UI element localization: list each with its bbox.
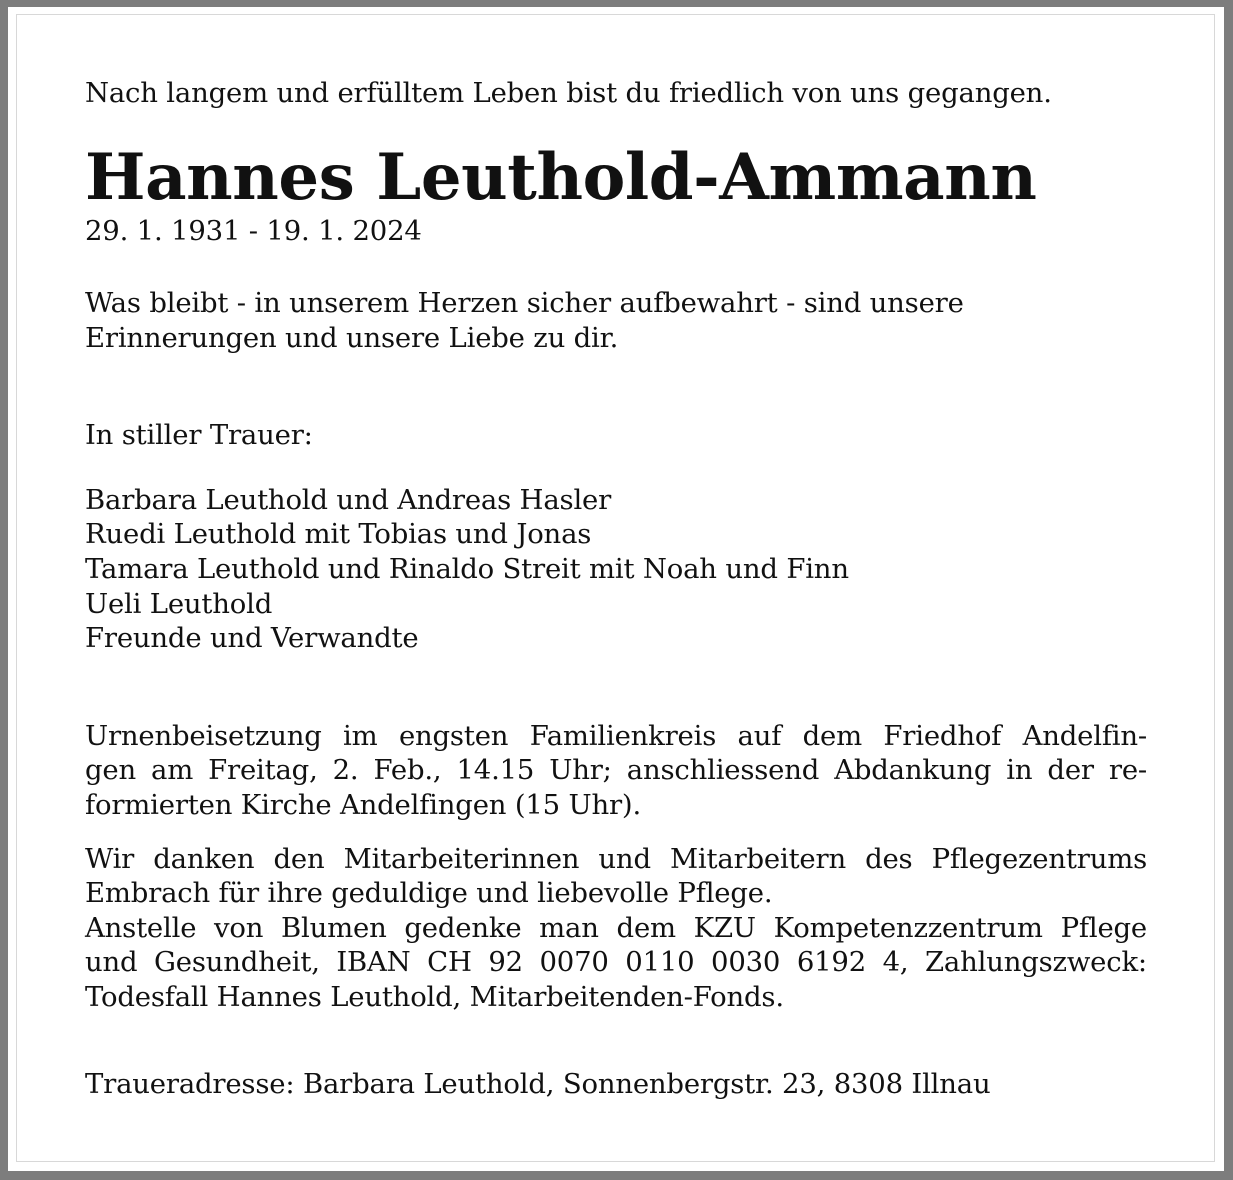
quote-line: Erinnerungen und unsere Liebe zu dir. — [85, 321, 619, 354]
thanks-line: Anstelle von Blumen gedenke man dem KZU Kompetenzzentrum Pflege — [85, 911, 1147, 944]
deceased-name: Hannes Leuthold-Ammann — [85, 140, 1037, 215]
mourning-address: Traueradresse: Barbara Leuthold, Sonnenbergstr. 23, 8308 Illnau — [85, 1067, 991, 1100]
funeral-line: formierten Kirche Andelfingen (15 Uhr). — [85, 788, 641, 821]
thanks-line: Todesfall Hannes Leuthold, Mitarbeitenden-Fonds. — [85, 980, 784, 1013]
intro-sentence: Nach langem und erfülltem Leben bist du friedlich von uns gegangen. — [85, 77, 1052, 109]
mourners-list — [85, 483, 1147, 656]
quote-line: Was bleibt - in unserem Herzen sicher aufbewahrt - sind unsere — [85, 287, 964, 319]
life-dates: 29. 1. 1931 - 19. 1. 2024 — [85, 215, 422, 247]
thanks-line: und Gesundheit, IBAN CH 92 0070 0110 0030 6192 4, Zahlungszweck: — [85, 946, 1147, 979]
mourner-item: Ruedi Leuthold mit Tobias und Jonas — [85, 518, 592, 551]
funeral-line: Urnenbeisetzung im engsten Familienkreis auf dem Friedhof Andelfin- — [85, 719, 1147, 752]
obituary-notice — [85, 76, 1147, 1101]
mourner-item: Tamara Leuthold und Rinaldo Streit mit Noah und Finn — [85, 552, 849, 585]
thanks-line: Embrach für ihre geduldige und liebevolle Pflege. — [85, 877, 773, 910]
mourner-item: Freunde und Verwandte — [85, 622, 419, 655]
mourning-label: In stiller Trauer: — [85, 419, 313, 452]
mourner-item: Ueli Leuthold — [85, 587, 273, 620]
mourner-item: Barbara Leuthold und Andreas Hasler — [85, 483, 612, 516]
memorial-quote — [85, 286, 1147, 355]
thanks-line: Wir danken den Mitarbeiterinnen und Mitarbeitern des Pflegezentrums — [85, 842, 1147, 875]
funeral-details — [85, 719, 1147, 823]
thanks-and-donation — [85, 842, 1147, 1015]
funeral-line: gen am Freitag, 2. Feb., 14.15 Uhr; anschliessend Abdankung in der re- — [85, 754, 1147, 787]
